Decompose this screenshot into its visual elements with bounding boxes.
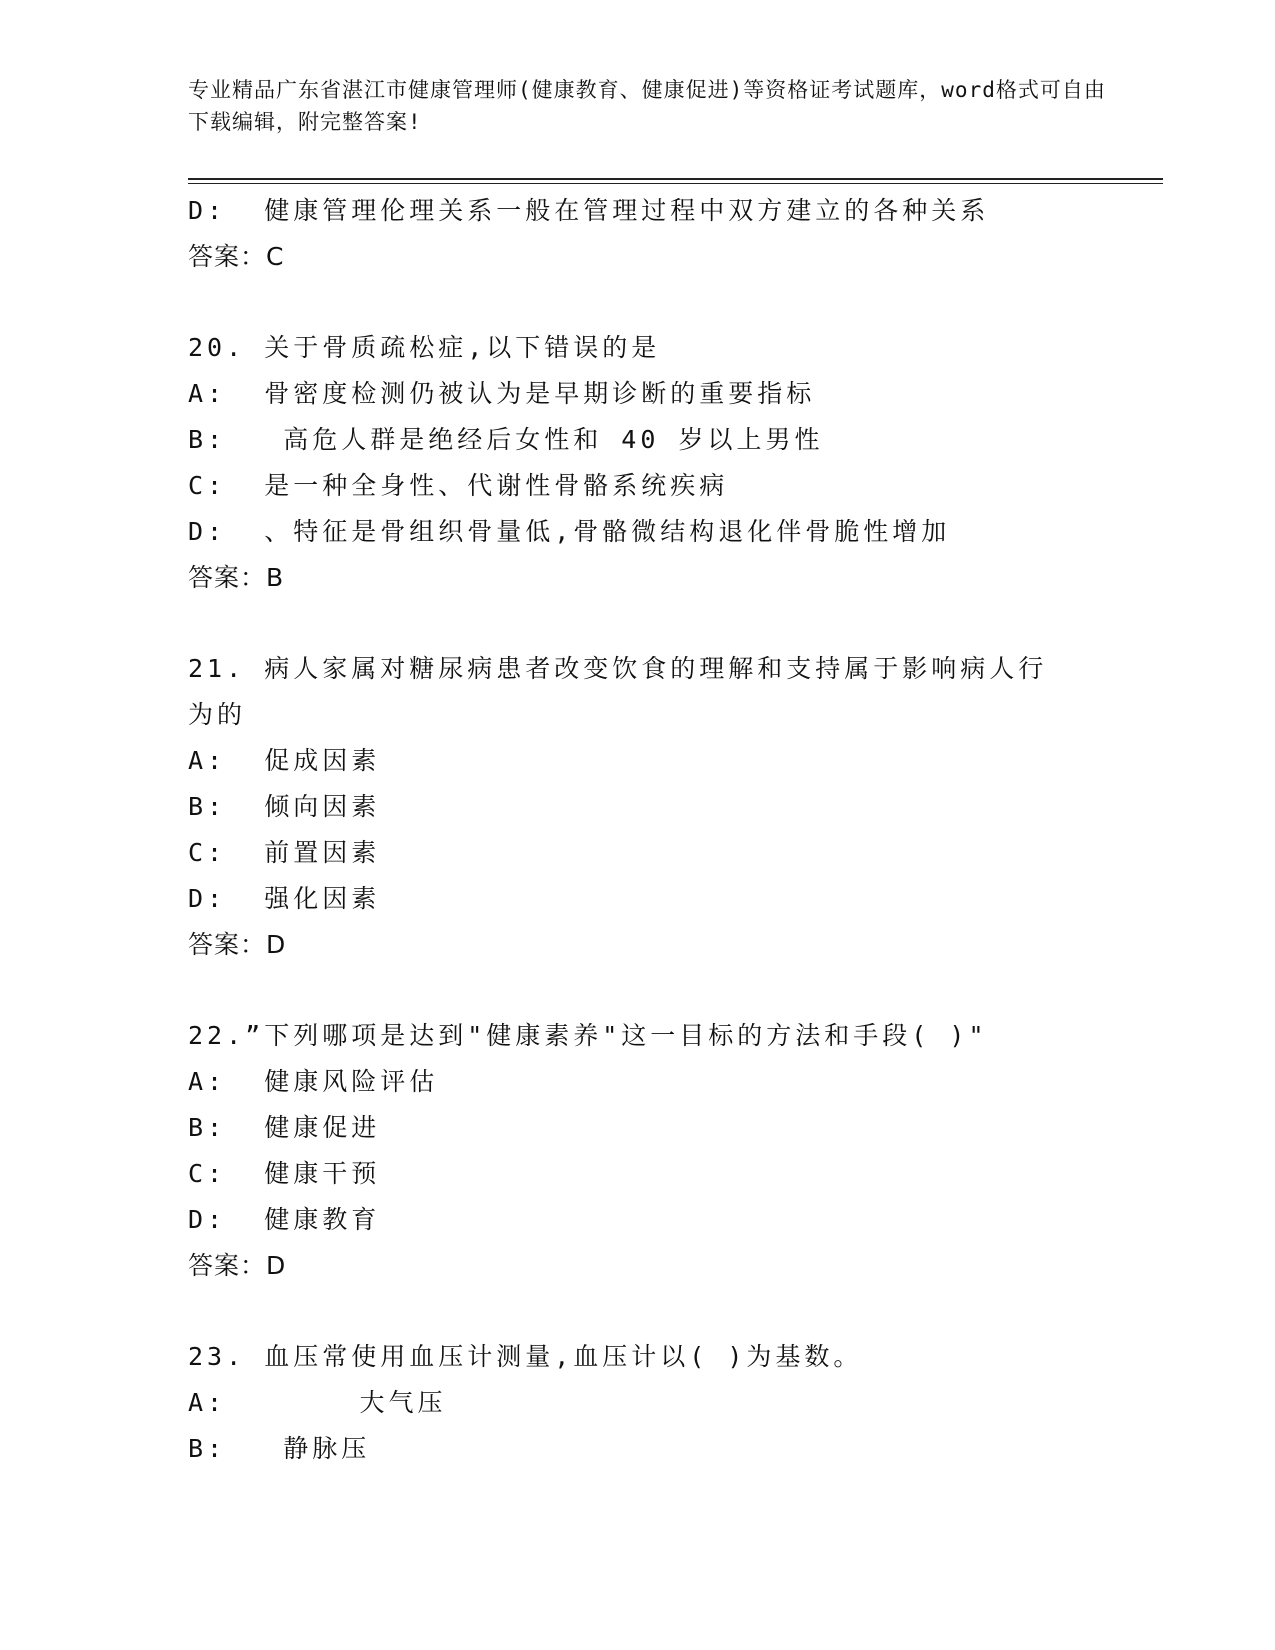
option-d: D: 健康管理伦理关系一般在管理过程中双方建立的各种关系 (188, 196, 990, 225)
option-b: B: 健康促进 (188, 1113, 381, 1142)
question-23 (188, 1334, 1088, 1472)
option-c: C: 前置因素 (188, 838, 381, 867)
question-list (188, 188, 1088, 1472)
answer: 答案：D (188, 1251, 287, 1280)
question-stem: 23. 血压常使用血压计测量,血压计以( )为基数。 (188, 1342, 863, 1371)
question-stem: 22.”下列哪项是达到"健康素养"这一目标的方法和手段( )" (188, 1021, 988, 1050)
option-a: A: 促成因素 (188, 746, 381, 775)
option-c: C: 健康干预 (188, 1159, 381, 1188)
option-d: D: 健康教育 (188, 1205, 381, 1234)
header-text: 专业精品广东省湛江市健康管理师(健康教育、健康促进)等资格证考试题库，word格式可自由下载编辑，附完整答案! (188, 78, 1106, 134)
document-header (188, 74, 1108, 138)
header-divider-thick (188, 178, 1163, 180)
option-d: D: 强化因素 (188, 884, 381, 913)
option-a: A: 大气压 (188, 1388, 447, 1417)
option-d: D: 、特征是骨组织骨量低,骨骼微结构退化伴骨脆性增加 (188, 517, 951, 546)
question-stem: 20. 关于骨质疏松症,以下错误的是 (188, 333, 661, 362)
option-b: B: 静脉压 (188, 1434, 371, 1463)
option-b: B: 倾向因素 (188, 792, 381, 821)
question-22 (188, 1013, 1088, 1289)
question-stem: 21. 病人家属对糖尿病患者改变饮食的理解和支持属于影响病人行为的 (188, 654, 1048, 729)
option-b: B: 高危人群是绝经后女性和 40 岁以上男性 (188, 425, 824, 454)
option-c: C: 是一种全身性、代谢性骨骼系统疾病 (188, 471, 729, 500)
answer: 答案：D (188, 930, 287, 959)
question-20 (188, 325, 1088, 601)
question-19-tail (188, 188, 1088, 280)
option-a: A: 健康风险评估 (188, 1067, 439, 1096)
option-a: A: 骨密度检测仍被认为是早期诊断的重要指标 (188, 379, 816, 408)
question-21 (188, 646, 1088, 968)
answer: 答案：C (188, 242, 285, 271)
header-divider-thin (188, 183, 1163, 184)
answer: 答案：B (188, 563, 285, 592)
